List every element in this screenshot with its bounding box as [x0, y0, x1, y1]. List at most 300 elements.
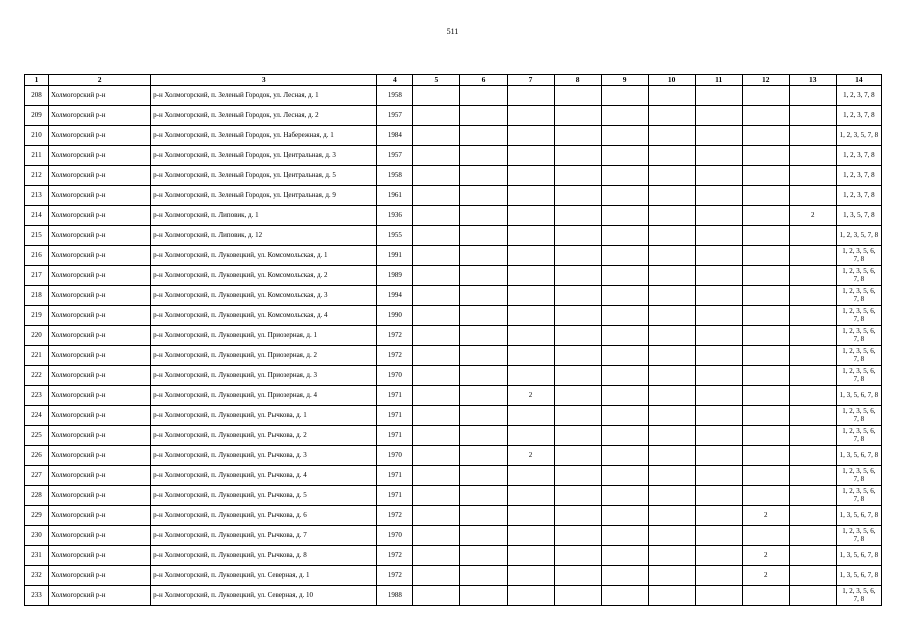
cell-col-7 — [507, 186, 554, 206]
cell-col-7 — [507, 206, 554, 226]
cell-col-11 — [695, 86, 742, 106]
cell-col-13 — [789, 246, 836, 266]
cell-col-3: р-н Холмогорский, п. Зеленый Городок, ул. Лесная, д. 1 — [151, 86, 377, 106]
cell-col-8 — [554, 146, 601, 166]
cell-col-9 — [601, 426, 648, 446]
cell-col-6 — [460, 446, 507, 466]
table-row — [25, 286, 882, 306]
cell-col-14: 1, 2, 3, 5, 6, 7, 8 — [836, 286, 881, 306]
cell-col-11 — [695, 106, 742, 126]
cell-col-3: р-н Холмогорский, п. Луковецкий, ул. Рычкова, д. 8 — [151, 546, 377, 566]
cell-col-3: р-н Холмогорский, п. Луковецкий, ул. Комсомольская, д. 3 — [151, 286, 377, 306]
cell-col-14: 1, 3, 5, 6, 7, 8 — [836, 386, 881, 406]
cell-col-11 — [695, 346, 742, 366]
table-row — [25, 406, 882, 426]
cell-col-12: 2 — [742, 546, 789, 566]
cell-col-5 — [413, 286, 460, 306]
cell-col-13 — [789, 566, 836, 586]
cell-col-6 — [460, 566, 507, 586]
column-header-12: 12 — [742, 75, 789, 86]
cell-col-13 — [789, 366, 836, 386]
cell-col-10 — [648, 166, 695, 186]
cell-col-4: 1988 — [377, 586, 413, 606]
cell-col-1: 211 — [25, 146, 49, 166]
cell-col-7 — [507, 366, 554, 386]
cell-col-9 — [601, 466, 648, 486]
cell-col-3: р-н Холмогорский, п. Зеленый Городок, ул. Набережная, д. 1 — [151, 126, 377, 146]
cell-col-5 — [413, 126, 460, 146]
cell-col-5 — [413, 166, 460, 186]
cell-col-11 — [695, 126, 742, 146]
cell-col-6 — [460, 466, 507, 486]
column-header-5: 5 — [413, 75, 460, 86]
cell-col-13 — [789, 346, 836, 366]
cell-col-9 — [601, 306, 648, 326]
cell-col-6 — [460, 186, 507, 206]
cell-col-6 — [460, 266, 507, 286]
cell-col-4: 1936 — [377, 206, 413, 226]
cell-col-10 — [648, 526, 695, 546]
cell-col-2: Холмогорский р-н — [49, 486, 151, 506]
cell-col-8 — [554, 326, 601, 346]
cell-col-9 — [601, 386, 648, 406]
cell-col-7 — [507, 286, 554, 306]
cell-col-14: 1, 2, 3, 5, 6, 7, 8 — [836, 466, 881, 486]
column-header-6: 6 — [460, 75, 507, 86]
table-row — [25, 86, 882, 106]
cell-col-4: 1970 — [377, 526, 413, 546]
cell-col-6 — [460, 326, 507, 346]
cell-col-1: 210 — [25, 126, 49, 146]
header-row — [25, 75, 882, 86]
column-header-13: 13 — [789, 75, 836, 86]
cell-col-14: 1, 2, 3, 5, 7, 8 — [836, 126, 881, 146]
cell-col-9 — [601, 546, 648, 566]
cell-col-7 — [507, 586, 554, 606]
cell-col-7 — [507, 526, 554, 546]
cell-col-11 — [695, 286, 742, 306]
cell-col-13 — [789, 446, 836, 466]
cell-col-14: 1, 2, 3, 5, 6, 7, 8 — [836, 306, 881, 326]
cell-col-2: Холмогорский р-н — [49, 146, 151, 166]
table-row — [25, 106, 882, 126]
cell-col-12 — [742, 226, 789, 246]
cell-col-2: Холмогорский р-н — [49, 306, 151, 326]
cell-col-1: 224 — [25, 406, 49, 426]
cell-col-9 — [601, 246, 648, 266]
cell-col-4: 1961 — [377, 186, 413, 206]
cell-col-9 — [601, 566, 648, 586]
cell-col-8 — [554, 286, 601, 306]
cell-col-10 — [648, 446, 695, 466]
table-row — [25, 446, 882, 466]
cell-col-1: 223 — [25, 386, 49, 406]
cell-col-10 — [648, 326, 695, 346]
cell-col-8 — [554, 426, 601, 446]
column-header-1: 1 — [25, 75, 49, 86]
cell-col-8 — [554, 466, 601, 486]
cell-col-12 — [742, 146, 789, 166]
cell-col-4: 1957 — [377, 146, 413, 166]
cell-col-12 — [742, 126, 789, 146]
cell-col-10 — [648, 86, 695, 106]
cell-col-12 — [742, 586, 789, 606]
cell-col-11 — [695, 386, 742, 406]
cell-col-8 — [554, 86, 601, 106]
cell-col-12 — [742, 206, 789, 226]
cell-col-14: 1, 2, 3, 5, 6, 7, 8 — [836, 346, 881, 366]
cell-col-7 — [507, 106, 554, 126]
cell-col-12 — [742, 526, 789, 546]
cell-col-9 — [601, 106, 648, 126]
cell-col-3: р-н Холмогорский, п. Луковецкий, ул. Комсомольская, д. 1 — [151, 246, 377, 266]
table-body — [25, 86, 882, 606]
cell-col-1: 225 — [25, 426, 49, 446]
cell-col-8 — [554, 306, 601, 326]
cell-col-5 — [413, 386, 460, 406]
cell-col-3: р-н Холмогорский, п. Луковецкий, ул. Комсомольская, д. 2 — [151, 266, 377, 286]
cell-col-10 — [648, 146, 695, 166]
cell-col-4: 1958 — [377, 166, 413, 186]
cell-col-9 — [601, 186, 648, 206]
cell-col-12: 2 — [742, 506, 789, 526]
cell-col-14: 1, 2, 3, 5, 6, 7, 8 — [836, 326, 881, 346]
cell-col-8 — [554, 166, 601, 186]
cell-col-4: 1984 — [377, 126, 413, 146]
cell-col-13 — [789, 506, 836, 526]
cell-col-2: Холмогорский р-н — [49, 506, 151, 526]
cell-col-9 — [601, 226, 648, 246]
cell-col-14: 1, 2, 3, 5, 6, 7, 8 — [836, 586, 881, 606]
cell-col-2: Холмогорский р-н — [49, 406, 151, 426]
cell-col-2: Холмогорский р-н — [49, 166, 151, 186]
cell-col-11 — [695, 146, 742, 166]
cell-col-10 — [648, 386, 695, 406]
cell-col-8 — [554, 566, 601, 586]
table-row — [25, 486, 882, 506]
cell-col-4: 1990 — [377, 306, 413, 326]
cell-col-14: 1, 2, 3, 5, 7, 8 — [836, 226, 881, 246]
table-row — [25, 506, 882, 526]
cell-col-3: р-н Холмогорский, п. Луковецкий, ул. Рычкова, д. 2 — [151, 426, 377, 446]
cell-col-13 — [789, 486, 836, 506]
cell-col-9 — [601, 326, 648, 346]
cell-col-14: 1, 2, 3, 7, 8 — [836, 166, 881, 186]
cell-col-13 — [789, 226, 836, 246]
cell-col-4: 1972 — [377, 326, 413, 346]
cell-col-14: 1, 2, 3, 7, 8 — [836, 146, 881, 166]
cell-col-13 — [789, 466, 836, 486]
cell-col-5 — [413, 406, 460, 426]
column-header-11: 11 — [695, 75, 742, 86]
cell-col-2: Холмогорский р-н — [49, 526, 151, 546]
cell-col-7 — [507, 246, 554, 266]
cell-col-1: 208 — [25, 86, 49, 106]
cell-col-14: 1, 2, 3, 7, 8 — [836, 106, 881, 126]
table-row — [25, 246, 882, 266]
cell-col-4: 1971 — [377, 386, 413, 406]
cell-col-10 — [648, 546, 695, 566]
cell-col-6 — [460, 486, 507, 506]
cell-col-6 — [460, 546, 507, 566]
cell-col-13 — [789, 546, 836, 566]
cell-col-7 — [507, 486, 554, 506]
cell-col-10 — [648, 206, 695, 226]
cell-col-2: Холмогорский р-н — [49, 446, 151, 466]
cell-col-1: 227 — [25, 466, 49, 486]
cell-col-4: 1970 — [377, 446, 413, 466]
cell-col-8 — [554, 506, 601, 526]
column-header-10: 10 — [648, 75, 695, 86]
cell-col-10 — [648, 506, 695, 526]
cell-col-3: р-н Холмогорский, п. Липовик, д. 1 — [151, 206, 377, 226]
cell-col-1: 219 — [25, 306, 49, 326]
table-row — [25, 266, 882, 286]
cell-col-1: 220 — [25, 326, 49, 346]
cell-col-5 — [413, 266, 460, 286]
cell-col-13 — [789, 386, 836, 406]
cell-col-7 — [507, 506, 554, 526]
cell-col-9 — [601, 506, 648, 526]
cell-col-2: Холмогорский р-н — [49, 106, 151, 126]
cell-col-6 — [460, 506, 507, 526]
cell-col-10 — [648, 366, 695, 386]
cell-col-5 — [413, 486, 460, 506]
cell-col-5 — [413, 526, 460, 546]
cell-col-1: 228 — [25, 486, 49, 506]
table-row — [25, 346, 882, 366]
cell-col-11 — [695, 446, 742, 466]
cell-col-12 — [742, 286, 789, 306]
cell-col-9 — [601, 346, 648, 366]
cell-col-2: Холмогорский р-н — [49, 266, 151, 286]
cell-col-9 — [601, 126, 648, 146]
cell-col-6 — [460, 346, 507, 366]
cell-col-1: 221 — [25, 346, 49, 366]
cell-col-2: Холмогорский р-н — [49, 186, 151, 206]
cell-col-6 — [460, 366, 507, 386]
cell-col-9 — [601, 366, 648, 386]
column-header-3: 3 — [151, 75, 377, 86]
cell-col-7 — [507, 346, 554, 366]
cell-col-5 — [413, 586, 460, 606]
cell-col-12 — [742, 446, 789, 466]
cell-col-8 — [554, 386, 601, 406]
table-row — [25, 146, 882, 166]
cell-col-10 — [648, 286, 695, 306]
cell-col-12: 2 — [742, 566, 789, 586]
table-row — [25, 586, 882, 606]
cell-col-14: 1, 2, 3, 5, 6, 7, 8 — [836, 426, 881, 446]
cell-col-4: 1958 — [377, 86, 413, 106]
cell-col-2: Холмогорский р-н — [49, 366, 151, 386]
cell-col-8 — [554, 226, 601, 246]
cell-col-4: 1971 — [377, 486, 413, 506]
cell-col-10 — [648, 426, 695, 446]
cell-col-12 — [742, 86, 789, 106]
table-row — [25, 466, 882, 486]
cell-col-7 — [507, 406, 554, 426]
cell-col-2: Холмогорский р-н — [49, 206, 151, 226]
cell-col-8 — [554, 126, 601, 146]
cell-col-11 — [695, 246, 742, 266]
cell-col-10 — [648, 186, 695, 206]
cell-col-9 — [601, 446, 648, 466]
cell-col-2: Холмогорский р-н — [49, 466, 151, 486]
cell-col-14: 1, 2, 3, 5, 6, 7, 8 — [836, 526, 881, 546]
cell-col-3: р-н Холмогорский, п. Зеленый Городок, ул. Центральная, д. 5 — [151, 166, 377, 186]
cell-col-12 — [742, 246, 789, 266]
cell-col-14: 1, 3, 5, 6, 7, 8 — [836, 446, 881, 466]
cell-col-8 — [554, 266, 601, 286]
cell-col-6 — [460, 206, 507, 226]
cell-col-11 — [695, 226, 742, 246]
cell-col-5 — [413, 326, 460, 346]
cell-col-5 — [413, 146, 460, 166]
cell-col-4: 1994 — [377, 286, 413, 306]
table-row — [25, 526, 882, 546]
table-row — [25, 426, 882, 446]
cell-col-4: 1972 — [377, 566, 413, 586]
cell-col-8 — [554, 366, 601, 386]
table-row — [25, 386, 882, 406]
cell-col-4: 1955 — [377, 226, 413, 246]
cell-col-10 — [648, 226, 695, 246]
column-header-4: 4 — [377, 75, 413, 86]
cell-col-6 — [460, 306, 507, 326]
cell-col-4: 1991 — [377, 246, 413, 266]
cell-col-14: 1, 2, 3, 5, 6, 7, 8 — [836, 266, 881, 286]
cell-col-10 — [648, 466, 695, 486]
cell-col-4: 1972 — [377, 346, 413, 366]
cell-col-1: 214 — [25, 206, 49, 226]
cell-col-6 — [460, 126, 507, 146]
cell-col-9 — [601, 486, 648, 506]
cell-col-12 — [742, 106, 789, 126]
cell-col-4: 1972 — [377, 546, 413, 566]
cell-col-3: р-н Холмогорский, п. Зеленый Городок, ул. Центральная, д. 9 — [151, 186, 377, 206]
cell-col-8 — [554, 446, 601, 466]
cell-col-12 — [742, 326, 789, 346]
housing-register-table — [24, 74, 882, 606]
cell-col-10 — [648, 306, 695, 326]
cell-col-3: р-н Холмогорский, п. Зеленый Городок, ул. Лесная, д. 2 — [151, 106, 377, 126]
cell-col-8 — [554, 186, 601, 206]
cell-col-3: р-н Холмогорский, п. Луковецкий, ул. Северная, д. 1 — [151, 566, 377, 586]
cell-col-10 — [648, 106, 695, 126]
page-number: 511 — [446, 27, 459, 36]
cell-col-1: 222 — [25, 366, 49, 386]
cell-col-12 — [742, 426, 789, 446]
cell-col-3: р-н Холмогорский, п. Луковецкий, ул. Рычкова, д. 1 — [151, 406, 377, 426]
cell-col-5 — [413, 446, 460, 466]
cell-col-13 — [789, 286, 836, 306]
cell-col-7 — [507, 86, 554, 106]
cell-col-5 — [413, 466, 460, 486]
cell-col-4: 1972 — [377, 506, 413, 526]
table-row — [25, 306, 882, 326]
cell-col-5 — [413, 546, 460, 566]
cell-col-8 — [554, 486, 601, 506]
cell-col-2: Холмогорский р-н — [49, 246, 151, 266]
table-row — [25, 366, 882, 386]
cell-col-10 — [648, 126, 695, 146]
cell-col-13 — [789, 126, 836, 146]
column-header-14: 14 — [836, 75, 881, 86]
cell-col-14: 1, 2, 3, 5, 6, 7, 8 — [836, 486, 881, 506]
cell-col-4: 1989 — [377, 266, 413, 286]
table-header — [25, 75, 882, 86]
cell-col-3: р-н Холмогорский, п. Луковецкий, ул. Рычкова, д. 4 — [151, 466, 377, 486]
cell-col-11 — [695, 326, 742, 346]
cell-col-1: 218 — [25, 286, 49, 306]
cell-col-6 — [460, 586, 507, 606]
cell-col-5 — [413, 426, 460, 446]
cell-col-8 — [554, 106, 601, 126]
cell-col-14: 1, 2, 3, 5, 6, 7, 8 — [836, 366, 881, 386]
cell-col-7 — [507, 166, 554, 186]
cell-col-7 — [507, 326, 554, 346]
cell-col-11 — [695, 306, 742, 326]
cell-col-13: 2 — [789, 206, 836, 226]
cell-col-13 — [789, 426, 836, 446]
cell-col-11 — [695, 506, 742, 526]
cell-col-6 — [460, 166, 507, 186]
cell-col-10 — [648, 586, 695, 606]
table-row — [25, 166, 882, 186]
cell-col-1: 226 — [25, 446, 49, 466]
cell-col-1: 217 — [25, 266, 49, 286]
cell-col-6 — [460, 386, 507, 406]
cell-col-7 — [507, 426, 554, 446]
cell-col-4: 1971 — [377, 466, 413, 486]
cell-col-2: Холмогорский р-н — [49, 386, 151, 406]
cell-col-2: Холмогорский р-н — [49, 226, 151, 246]
cell-col-12 — [742, 366, 789, 386]
cell-col-12 — [742, 406, 789, 426]
table-row — [25, 126, 882, 146]
cell-col-14: 1, 3, 5, 6, 7, 8 — [836, 506, 881, 526]
cell-col-5 — [413, 226, 460, 246]
cell-col-10 — [648, 566, 695, 586]
cell-col-6 — [460, 226, 507, 246]
cell-col-1: 231 — [25, 546, 49, 566]
cell-col-5 — [413, 186, 460, 206]
cell-col-8 — [554, 246, 601, 266]
cell-col-6 — [460, 426, 507, 446]
cell-col-7: 2 — [507, 446, 554, 466]
cell-col-13 — [789, 86, 836, 106]
cell-col-11 — [695, 466, 742, 486]
cell-col-13 — [789, 146, 836, 166]
cell-col-5 — [413, 246, 460, 266]
cell-col-5 — [413, 346, 460, 366]
cell-col-10 — [648, 246, 695, 266]
table-row — [25, 326, 882, 346]
cell-col-7 — [507, 466, 554, 486]
cell-col-2: Холмогорский р-н — [49, 346, 151, 366]
cell-col-6 — [460, 526, 507, 546]
cell-col-7: 2 — [507, 386, 554, 406]
cell-col-12 — [742, 386, 789, 406]
cell-col-14: 1, 2, 3, 5, 6, 7, 8 — [836, 246, 881, 266]
cell-col-1: 233 — [25, 586, 49, 606]
cell-col-10 — [648, 486, 695, 506]
cell-col-11 — [695, 586, 742, 606]
cell-col-13 — [789, 266, 836, 286]
table-row — [25, 206, 882, 226]
cell-col-3: р-н Холмогорский, п. Луковецкий, ул. Северная, д. 10 — [151, 586, 377, 606]
